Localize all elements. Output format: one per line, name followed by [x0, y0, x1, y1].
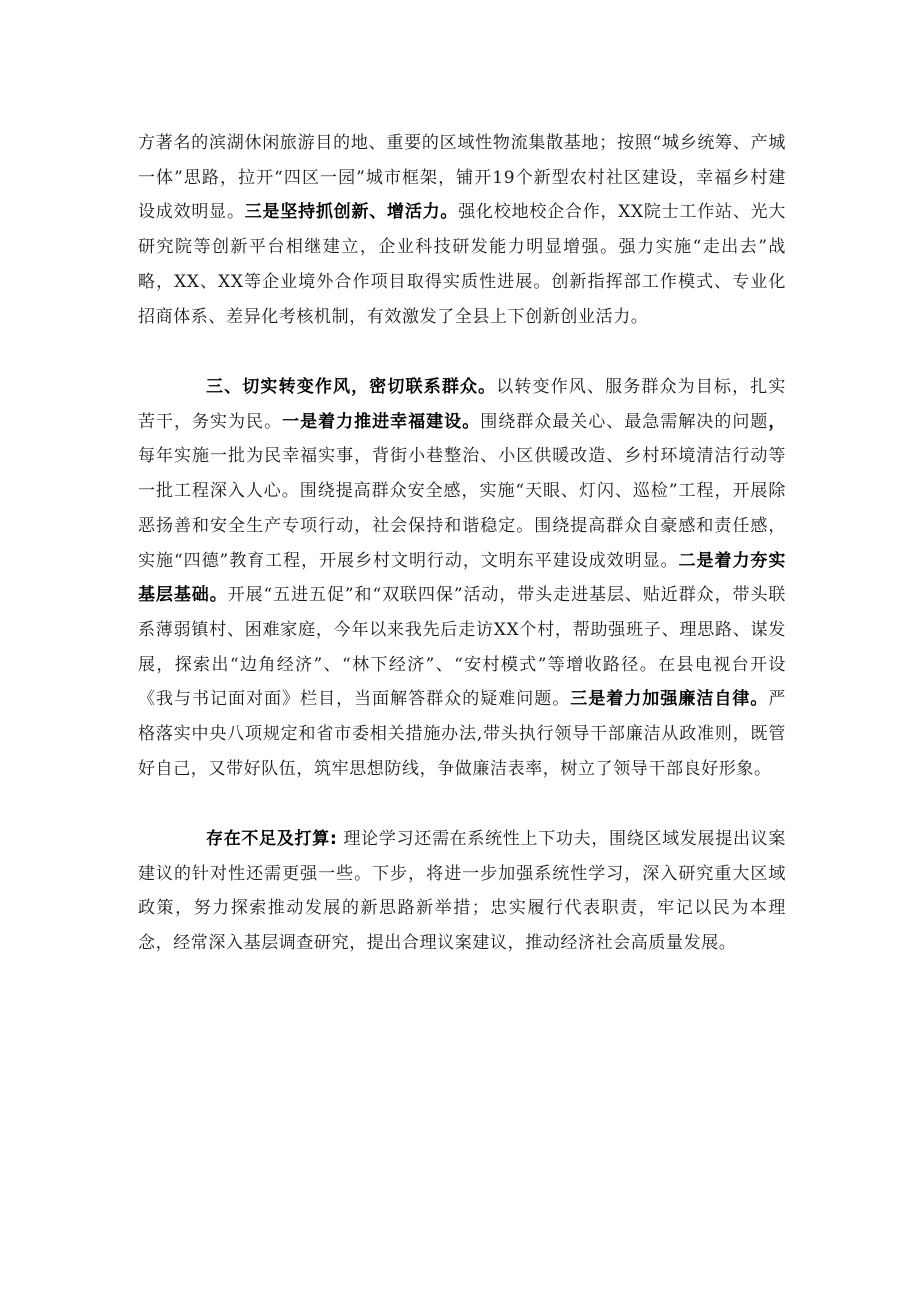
paragraph-text: 每年实施一批为民幸福实事，背街小巷整治、小区供暖改造、乡村环境清洁行动等一批工程深入人心。围绕提高群众安全感，实施“天眼、灯闪、巡检”工程，开展除恶扬善和安全生产专项行动，社会保持和谐稳定。围绕提高群众自豪感和责任感，实施“四德”教育工程，开展乡村文明行动，文明东平建设成效明显。: [138, 446, 786, 571]
paragraph-shortcomings: [138, 822, 786, 961]
paragraph-text: 以转变作风、服务群众为目标，扎实苦干，务实为民。: [138, 377, 786, 432]
bold-heading-integrity: 三是着力加强廉洁自律。: [570, 689, 769, 710]
bold-comma: ，: [768, 411, 786, 432]
section-heading-work-style: 三、切实转变作风，密切联系群众。: [206, 377, 497, 397]
paragraph-development-continued: [138, 126, 786, 334]
paragraph-text: 开展“五进五促”和“双联四保”活动，带头走进基层、贴近群众，带头联系薄弱镇村、困难家庭，今年以来我先后走访XX个村，帮助强班子、理思路、谋发展，探索出“边角经济”、“林下经济”、“安村模式”等增收路径。在县电视台开设《我与书记面对面》栏目，当面解答群众的疑难问题。: [138, 585, 787, 710]
paragraph-work-style: [138, 370, 786, 786]
paragraph-text: 严格落实中央八项规定和省市委相关措施办法,带头执行领导干部廉洁从政准则，既管好自己，又带好队伍，筑牢思想防线，争做廉洁表率，树立了领导干部良好形象。: [138, 689, 786, 779]
bold-heading-innovation: 三是坚持抓创新、增活力。: [244, 202, 459, 223]
paragraph-text: 强化校地校企合作，XX院士工作站、光大研究院等创新平台相继建立，企业科技研发能力明显增强。强力实施“走出去”战略，XX、XX等企业境外合作项目取得实质性进展。创新指挥部工作模式、专业化招商体系、差异化考核机制，有效激发了全县上下创新创业活力。: [138, 202, 787, 327]
bold-heading-shortcomings: 存在不足及打算:: [206, 829, 338, 849]
paragraph-text: 围绕群众最关心、最急需解决的问题: [480, 411, 769, 432]
paragraph-text: 理论学习还需在系统性上下功夫，围绕区域发展提出议案建议的针对性还需更强一些。下步，将进一步加强系统性学习，深入研究重大区域政策，努力探索推动发展的新思路新举措；忠实履行代表职责，牢记以民为本理念，经常深入基层调查研究，提出合理议案建议，推动经济社会高质量发展。: [138, 829, 786, 954]
bold-heading-grassroots: 二是着力夯实基层基础。: [138, 550, 786, 606]
bold-heading-happiness: 一是着力推进幸福建设。: [282, 411, 481, 432]
paragraph-text: 方著名的滨湖休闲旅游目的地、重要的区域性物流集散基地；按照“城乡统筹、产城一体”思路，拉开“四区一园”城市框架，铺开19个新型农村社区建设，幸福乡村建设成效明显。: [138, 133, 786, 223]
